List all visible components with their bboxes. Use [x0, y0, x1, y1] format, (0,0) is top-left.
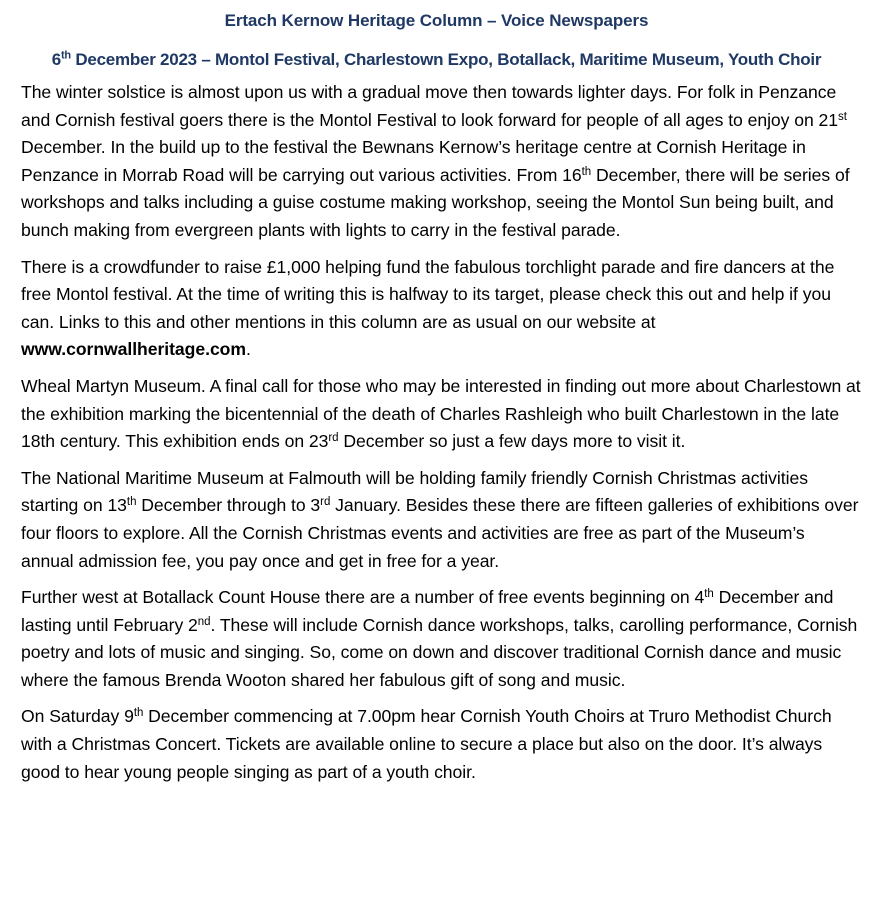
subtitle-day: 6 [51, 50, 61, 69]
paragraph-text: December through to 3 [136, 495, 321, 516]
paragraph-text: The National Maritime Museum at Falmouth will be holding family friendly Cornish Christmas activities starting on 13 [21, 467, 808, 516]
website-link[interactable]: www.cornwallheritage.com [21, 339, 246, 360]
page-subtitle [0, 49, 873, 71]
paragraph-wheal-martyn [21, 373, 861, 456]
paragraph-text: Further west at Botallack Count House there are a number of free events beginning on 4 [21, 587, 705, 608]
paragraph-botallack [21, 584, 861, 694]
paragraph-text: December. In the build up to the festival the Bewnans Kernow’s heritage centre at Cornish Heritage in Penzance in Morrab Road will be carrying out various activities. From 16 [21, 137, 806, 185]
ordinal-suffix: rd [320, 496, 331, 509]
paragraph-text: December, there will be series of workshops and talks including a guise costume making workshop, seeing the Montol Sun being built, and bunch making from evergreen plants with lights to carry in the festival parade. [21, 164, 850, 240]
paragraph-montol [21, 79, 861, 245]
subtitle-ordinal: th [61, 49, 71, 62]
paragraph-crowdfunder [21, 254, 861, 364]
paragraph-text: On Saturday 9 [21, 706, 134, 727]
ordinal-suffix: th [133, 707, 144, 720]
paragraph-text: December and lasting until February 2 [21, 587, 834, 635]
document-page [0, 10, 873, 786]
paragraph-text: There is a crowdfunder to raise £1,000 helping fund the fabulous torchlight parade and fire dancers at the free Montol festival. At the time of writing this is halfway to its target, please check this out and help if you can. Links to this and other mentions in this column are as usual on our website at [21, 256, 835, 332]
ordinal-suffix: rd [328, 432, 339, 445]
ordinal-suffix: th [581, 165, 592, 178]
paragraph-maritime-museum [21, 465, 861, 575]
paragraph-text: December commencing at 7.00pm hear Cornish Youth Choirs at Truro Methodist Church with a Christmas Concert. Tickets are available online to secure a place but also on the door. It’s always good to hear young people singing as part of a youth choir. [21, 706, 832, 782]
subtitle-text: December 2023 – Montol Festival, Charlestown Expo, Botallack, Maritime Museum, Youth Choir [70, 50, 822, 69]
ordinal-suffix: nd [197, 615, 211, 628]
paragraph-text: December so just a few days more to visit it. [338, 431, 686, 452]
ordinal-suffix: th [126, 496, 137, 509]
ordinal-suffix: st [838, 110, 847, 123]
paragraph-text: January. Besides these there are fifteen galleries of exhibitions over four floors to explore. All the Cornish Christmas events and activities are free as part of the Museum’s annual admission fee, you pay once and get in free for a year. [21, 495, 859, 571]
paragraph-youth-choir [21, 703, 861, 786]
paragraph-text: . [245, 339, 251, 360]
paragraph-text: . These will include Cornish dance workshops, talks, carolling performance, Cornish poetry and lots of music and singing. So, come on down and discover traditional Cornish dance and music where the famous Brenda Wooton shared her fabulous gift of song and music. [21, 614, 858, 690]
ordinal-suffix: th [704, 588, 714, 601]
paragraph-text: Wheal Martyn Museum. A final call for those who may be interested in finding out more about Charlestown at the exhibition marking the bicentennial of the death of Charles Rashleigh who built Charlestown in the late 18th century. This exhibition ends on 23 [21, 375, 861, 452]
paragraph-text: The winter solstice is almost upon us with a gradual move then towards lighter days. For folk in Penzance and Cornish festival goers there is the Montol Festival to look forward for people of all ages to enjoy on 21 [21, 82, 839, 130]
page-title: Ertach Kernow Heritage Column – Voice Newspapers [224, 11, 649, 30]
